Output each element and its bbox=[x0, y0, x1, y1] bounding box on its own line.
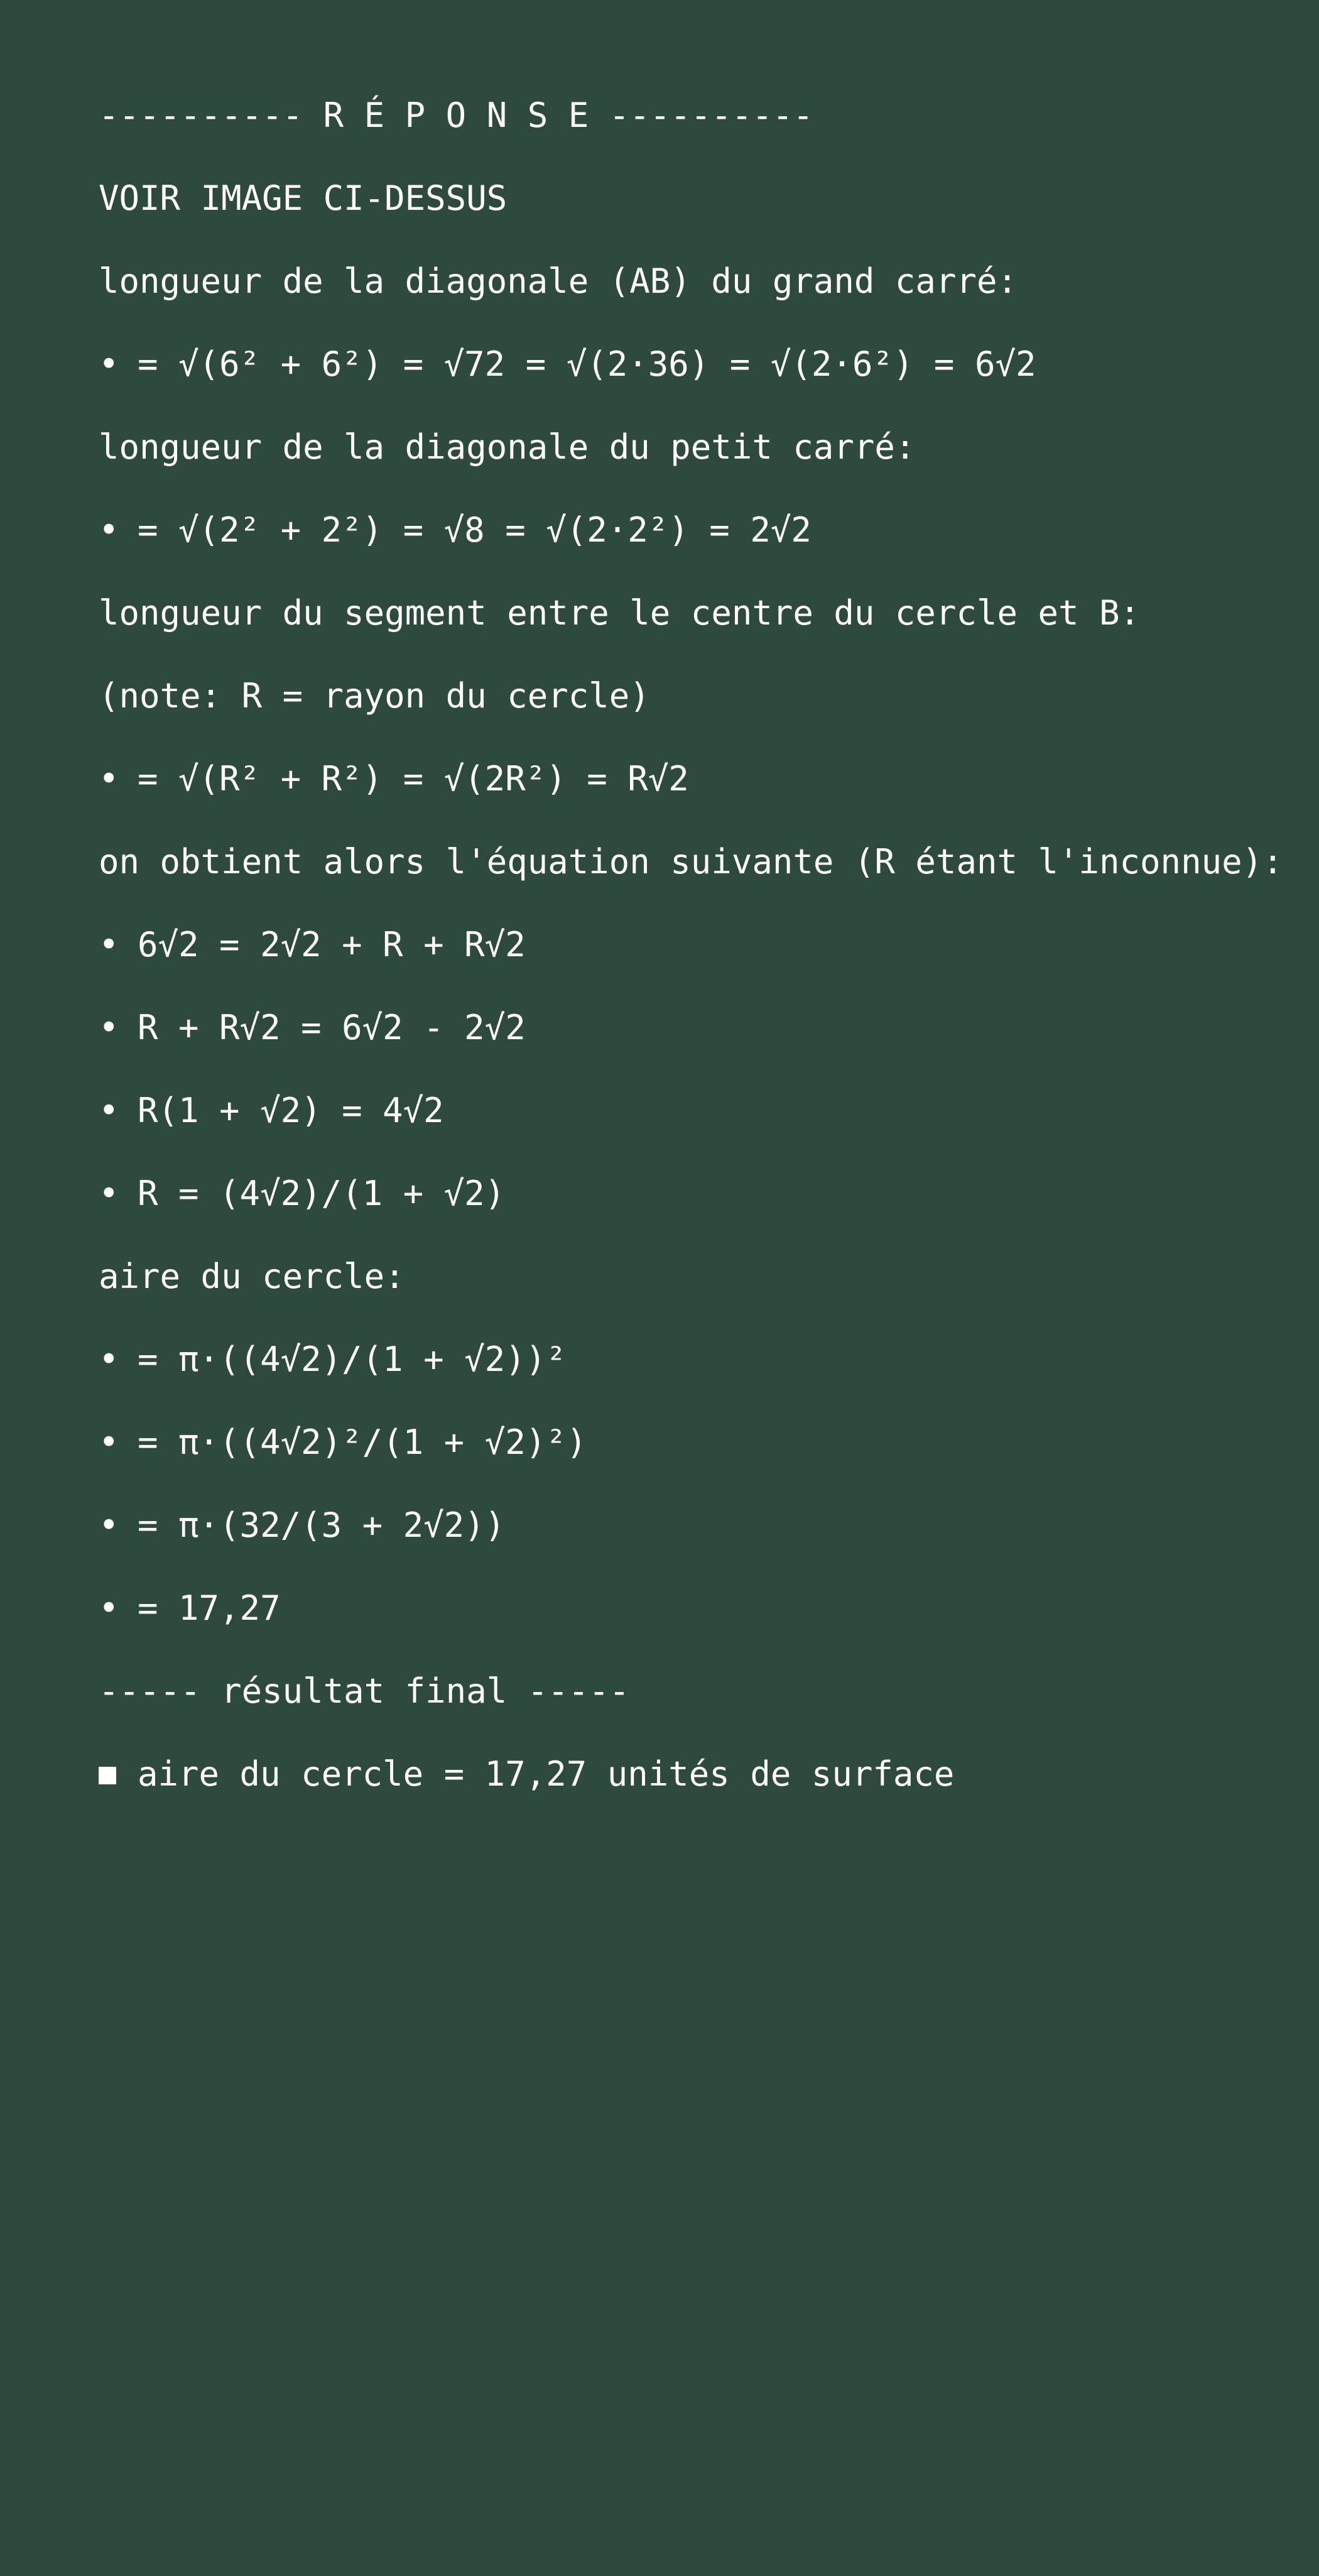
bullet-marker: • bbox=[99, 1422, 119, 1462]
text-line: longueur du segment entre le centre du cercle et B: bbox=[99, 593, 1141, 633]
bullet-marker: • bbox=[99, 1340, 119, 1379]
bullet-marker: • bbox=[99, 344, 119, 384]
bullet-line bbox=[99, 1161, 1292, 1244]
bullet-line bbox=[99, 746, 1292, 829]
bullet-text: = π·((4√2)/(1 + √2))² bbox=[138, 1340, 567, 1379]
bullet-text: R(1 + √2) = 4√2 bbox=[138, 1091, 444, 1130]
bullet-marker: • bbox=[99, 1008, 119, 1047]
text-line: longueur de la diagonale du petit carré: bbox=[99, 427, 916, 467]
bullet-marker: • bbox=[99, 1505, 119, 1545]
text-line: on obtient alors l'équation suivante (R étant l'inconnue): bbox=[99, 842, 1283, 881]
response-body bbox=[99, 166, 1292, 1825]
bullet-line bbox=[99, 1576, 1292, 1659]
bullet-text: = π·((4√2)²/(1 + √2)²) bbox=[138, 1422, 587, 1462]
bullet-marker: • bbox=[99, 1174, 119, 1213]
text-line: aire du cercle: bbox=[99, 1257, 405, 1296]
square-bullet-icon bbox=[99, 1767, 116, 1784]
final-result-line bbox=[99, 1742, 1292, 1825]
text-line: ----- résultat final ----- bbox=[99, 1671, 630, 1711]
bullet-line bbox=[99, 1493, 1292, 1576]
final-result-text: aire du cercle = 17,27 unités de surface bbox=[138, 1754, 955, 1794]
bullet-text: R + R√2 = 6√2 - 2√2 bbox=[138, 1008, 526, 1047]
bullet-text: = π·(32/(3 + 2√2)) bbox=[138, 1505, 506, 1545]
bullet-text: R = (4√2)/(1 + √2) bbox=[138, 1174, 506, 1213]
bullet-text: 6√2 = 2√2 + R + R√2 bbox=[138, 925, 526, 964]
bullet-text: = √(6² + 6²) = √72 = √(2·36) = √(2·6²) = 6√2 bbox=[138, 344, 1036, 384]
bullet-marker: • bbox=[99, 510, 119, 550]
bullet-line bbox=[99, 498, 1292, 581]
bullet-text: = √(R² + R²) = √(2R²) = R√2 bbox=[138, 759, 689, 799]
text-line: (note: R = rayon du cercle) bbox=[99, 676, 650, 716]
bullet-text: = 17,27 bbox=[138, 1588, 281, 1628]
bullet-marker: • bbox=[99, 1588, 119, 1628]
response-title: ---------- R É P O N S E ---------- bbox=[99, 96, 813, 135]
bullet-line bbox=[99, 1410, 1292, 1493]
bullet-text: = √(2² + 2²) = √8 = √(2·2²) = 2√2 bbox=[138, 510, 811, 550]
bullet-marker: • bbox=[99, 1091, 119, 1130]
bullet-marker: • bbox=[99, 925, 119, 964]
text-line: VOIR IMAGE CI-DESSUS bbox=[99, 178, 508, 218]
response-document bbox=[99, 83, 1292, 1825]
bullet-line bbox=[99, 995, 1292, 1078]
text-line: longueur de la diagonale (AB) du grand carré: bbox=[99, 261, 1018, 301]
bullet-marker: • bbox=[99, 759, 119, 799]
bullet-line bbox=[99, 332, 1292, 415]
bullet-line bbox=[99, 912, 1292, 995]
bullet-line bbox=[99, 1078, 1292, 1161]
bullet-line bbox=[99, 1327, 1292, 1410]
